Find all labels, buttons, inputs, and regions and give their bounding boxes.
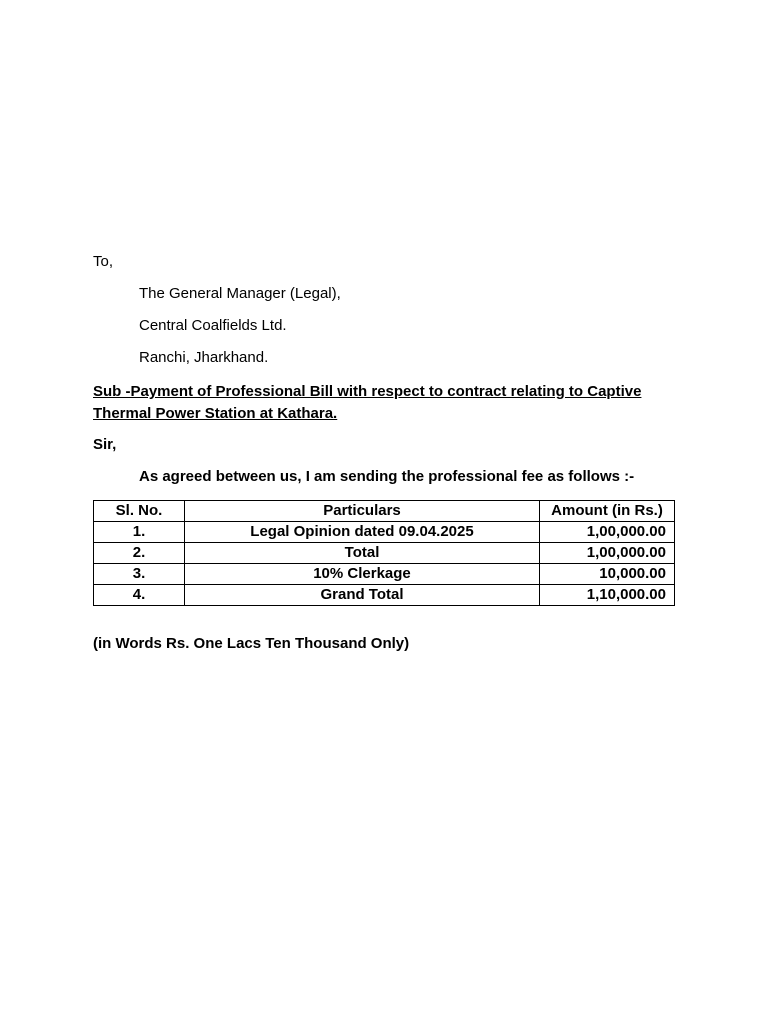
table-row [94,522,675,543]
table-row [94,543,675,564]
cell-sl-no: 2. [94,543,185,564]
cell-sl-no: 4. [94,585,185,606]
cell-amount: 1,00,000.00 [540,522,675,543]
header-sl-no: Sl. No. [94,501,185,522]
cell-particulars: Grand Total [185,585,540,606]
subject-line: Sub -Payment of Professional Bill with respect to contract relating to Captive Thermal Power Station at Kathara. [93,383,642,422]
intro-paragraph: As agreed between us, I am sending the professional fee as follows :- [139,468,635,485]
cell-amount: 1,10,000.00 [540,585,675,606]
cell-particulars: 10% Clerkage [185,564,540,585]
salutation: Sir, [93,436,117,453]
table-header-row [94,501,675,522]
fee-table [93,500,675,606]
table-row [94,564,675,585]
recipient-to: To, [93,253,114,270]
cell-sl-no: 3. [94,564,185,585]
recipient-organization: Central Coalfields Ltd. [139,317,287,334]
cell-amount: 1,00,000.00 [540,543,675,564]
cell-particulars: Legal Opinion dated 09.04.2025 [185,522,540,543]
header-amount: Amount (in Rs.) [540,501,675,522]
table-row [94,585,675,606]
cell-sl-no: 1. [94,522,185,543]
cell-amount: 10,000.00 [540,564,675,585]
header-particulars: Particulars [185,501,540,522]
recipient-designation: The General Manager (Legal), [139,285,341,302]
amount-in-words: (in Words Rs. One Lacs Ten Thousand Only) [93,635,410,652]
recipient-city: Ranchi, Jharkhand. [139,349,269,366]
cell-particulars: Total [185,543,540,564]
